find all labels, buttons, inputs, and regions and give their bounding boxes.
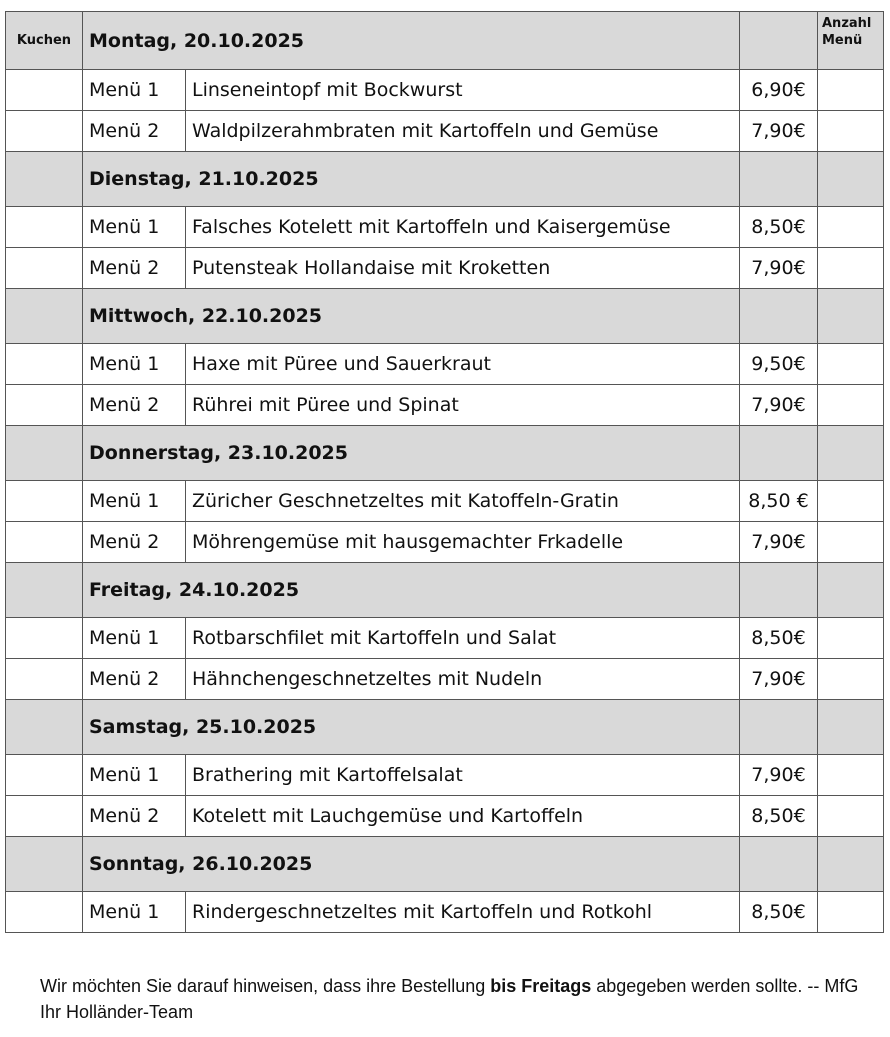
notice-deadline: bis Freitags	[490, 976, 592, 996]
dish-price: 8,50€	[740, 796, 818, 837]
anzahl-cell	[818, 385, 884, 426]
menu-number: Menü 1	[83, 344, 186, 385]
kuchen-column-header: Kuchen	[6, 12, 83, 70]
kuchen-cell	[6, 70, 83, 111]
menu-item-row	[6, 70, 884, 111]
dish-name: Möhrengemüse mit hausgemachter Frkadelle	[186, 522, 740, 563]
kuchen-cell	[6, 248, 83, 289]
anzahl-cell	[818, 70, 884, 111]
anzahl-cell	[818, 207, 884, 248]
menu-item-row	[6, 344, 884, 385]
anzahl-cell	[818, 755, 884, 796]
header-row	[6, 12, 884, 70]
anzahl-cell	[818, 659, 884, 700]
kuchen-cell	[6, 837, 83, 892]
kuchen-cell	[6, 755, 83, 796]
day-title: Donnerstag, 23.10.2025	[83, 426, 740, 481]
notice-text-end: abgegeben werden sollte. -- MfG Ihr Holländer-Team	[40, 976, 859, 1022]
menu-item-row	[6, 796, 884, 837]
menu-number: Menü 1	[83, 618, 186, 659]
dish-name: Rührei mit Püree und Spinat	[186, 385, 740, 426]
menu-item-row	[6, 755, 884, 796]
anzahl-cell	[818, 344, 884, 385]
dish-name: Putensteak Hollandaise mit Kroketten	[186, 248, 740, 289]
day-header-row	[6, 289, 884, 344]
dish-name: Falsches Kotelett mit Kartoffeln und Kaisergemüse	[186, 207, 740, 248]
menu-item-row	[6, 659, 884, 700]
weekly-menu-table	[5, 11, 884, 933]
menu-item-row	[6, 892, 884, 933]
menu-item-row	[6, 522, 884, 563]
anzahl-label-line1: Anzahl	[822, 16, 872, 31]
anzahl-cell	[818, 426, 884, 481]
kuchen-cell	[6, 111, 83, 152]
menu-number: Menü 1	[83, 70, 186, 111]
dish-name: Rotbarschfilet mit Kartoffeln und Salat	[186, 618, 740, 659]
anzahl-cell	[818, 289, 884, 344]
menu-item-row	[6, 618, 884, 659]
day-header-row	[6, 700, 884, 755]
kuchen-cell	[6, 344, 83, 385]
menu-number: Menü 2	[83, 522, 186, 563]
dish-price: 8,50€	[740, 207, 818, 248]
day-title: Montag, 20.10.2025	[83, 12, 740, 70]
day-title: Dienstag, 21.10.2025	[83, 152, 740, 207]
price-cell-empty	[740, 563, 818, 618]
anzahl-label-line2: Menü	[822, 33, 863, 48]
dish-name: Waldpilzerahmbraten mit Kartoffeln und Gemüse	[186, 111, 740, 152]
dish-name: Linseneintopf mit Bockwurst	[186, 70, 740, 111]
dish-price: 7,90€	[740, 659, 818, 700]
price-cell-empty	[740, 152, 818, 207]
menu-item-row	[6, 385, 884, 426]
dish-price: 8,50€	[740, 618, 818, 659]
dish-name: Züricher Geschnetzeltes mit Katoffeln-Gratin	[186, 481, 740, 522]
price-cell-empty	[740, 700, 818, 755]
kuchen-cell	[6, 700, 83, 755]
menu-number: Menü 1	[83, 755, 186, 796]
kuchen-cell	[6, 563, 83, 618]
kuchen-cell	[6, 659, 83, 700]
dish-name: Hähnchengeschnetzeltes mit Nudeln	[186, 659, 740, 700]
dish-name: Kotelett mit Lauchgemüse und Kartoffeln	[186, 796, 740, 837]
kuchen-cell	[6, 426, 83, 481]
menu-number: Menü 2	[83, 385, 186, 426]
day-title: Freitag, 24.10.2025	[83, 563, 740, 618]
day-header-row	[6, 426, 884, 481]
day-header-row	[6, 563, 884, 618]
kuchen-cell	[6, 385, 83, 426]
order-notice	[40, 973, 860, 1025]
menu-number: Menü 2	[83, 796, 186, 837]
menu-number: Menü 1	[83, 207, 186, 248]
dish-price: 8,50 €	[740, 481, 818, 522]
menu-item-row	[6, 248, 884, 289]
price-cell-empty	[740, 12, 818, 70]
dish-price: 8,50€	[740, 892, 818, 933]
anzahl-cell	[818, 892, 884, 933]
day-title: Sonntag, 26.10.2025	[83, 837, 740, 892]
menu-number: Menü 1	[83, 892, 186, 933]
kuchen-cell	[6, 481, 83, 522]
anzahl-cell	[818, 618, 884, 659]
anzahl-cell	[818, 837, 884, 892]
dish-price: 7,90€	[740, 111, 818, 152]
dish-price: 7,90€	[740, 522, 818, 563]
anzahl-cell	[818, 248, 884, 289]
anzahl-cell	[818, 796, 884, 837]
dish-price: 7,90€	[740, 755, 818, 796]
price-cell-empty	[740, 426, 818, 481]
price-cell-empty	[740, 289, 818, 344]
day-title: Samstag, 25.10.2025	[83, 700, 740, 755]
kuchen-cell	[6, 796, 83, 837]
anzahl-cell	[818, 111, 884, 152]
price-cell-empty	[740, 837, 818, 892]
anzahl-cell	[818, 522, 884, 563]
kuchen-cell	[6, 152, 83, 207]
day-title: Mittwoch, 22.10.2025	[83, 289, 740, 344]
menu-item-row	[6, 111, 884, 152]
dish-price: 9,50€	[740, 344, 818, 385]
menu-number: Menü 2	[83, 248, 186, 289]
day-header-row	[6, 152, 884, 207]
dish-price: 7,90€	[740, 385, 818, 426]
menu-item-row	[6, 207, 884, 248]
anzahl-column-header	[818, 12, 884, 70]
dish-price: 7,90€	[740, 248, 818, 289]
menu-number: Menü 2	[83, 111, 186, 152]
kuchen-cell	[6, 522, 83, 563]
menu-number: Menü 1	[83, 481, 186, 522]
anzahl-cell	[818, 152, 884, 207]
anzahl-cell	[818, 563, 884, 618]
notice-text-start: Wir möchten Sie darauf hinweisen, dass ihre Bestellung	[40, 976, 491, 996]
dish-name: Brathering mit Kartoffelsalat	[186, 755, 740, 796]
menu-number: Menü 2	[83, 659, 186, 700]
kuchen-cell	[6, 618, 83, 659]
kuchen-cell	[6, 207, 83, 248]
kuchen-cell	[6, 289, 83, 344]
kuchen-cell	[6, 892, 83, 933]
dish-price: 6,90€	[740, 70, 818, 111]
dish-name: Haxe mit Püree und Sauerkraut	[186, 344, 740, 385]
menu-item-row	[6, 481, 884, 522]
dish-name: Rindergeschnetzeltes mit Kartoffeln und Rotkohl	[186, 892, 740, 933]
anzahl-cell	[818, 700, 884, 755]
day-header-row	[6, 837, 884, 892]
anzahl-cell	[818, 481, 884, 522]
